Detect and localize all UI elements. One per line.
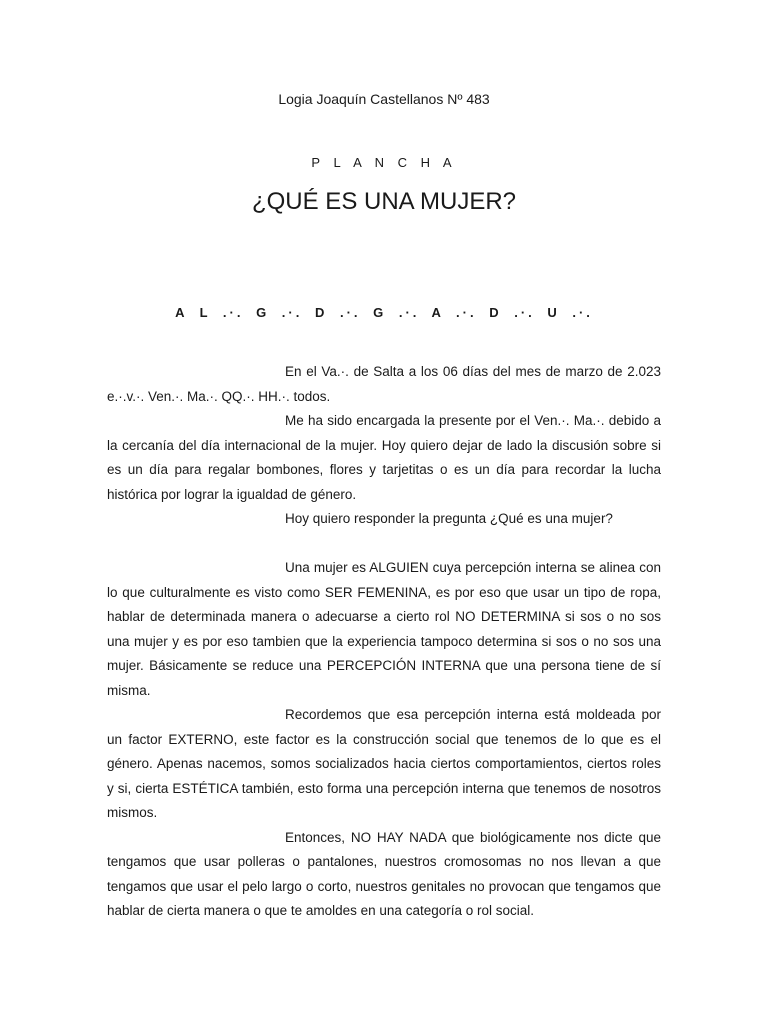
document-title: ¿QUÉ ES UNA MUJER? — [251, 188, 517, 215]
paragraph-social-construction: Recordemos que esa percepción interna está moldeada por un factor EXTERNO, este factor es la construcción social que tenemos de lo que es el género. Apenas nacemos, somos socializados hacia ciertos comportamientos, ciertos roles y si, cierta ESTÉTICA también, esto forma una percepción interna que tenemos de nosotros mismos. — [107, 707, 661, 820]
paragraph-definition: Una mujer es ALGUIEN cuya percepción interna se alinea con lo que culturalmente es visto como SER FEMENINA, es por eso que usar un tipo de ropa, hablar de determinada manera o adecuarse a cierto rol NO DETERMINA si sos o no sos una mujer y es por eso tambien que la experiencia tampoco determina si sos o no sos una mujer. Básicamente se reduce una PERCEPCIÓN INTERNA que una persona tiene de sí misma. — [107, 560, 661, 698]
masonic-invocation: A L .·. G .·. D .·. G .·. A .·. D .·. U .·. — [175, 305, 593, 320]
document-body — [107, 360, 661, 924]
document-kind: P L A N C H A — [311, 155, 457, 170]
paragraph-opening: En el Va.·. de Salta a los 06 días del mes de marzo de 2.023 e.·.v.·. Ven.·. Ma.·. QQ.·. HH.·. todos. — [107, 364, 661, 404]
paragraph-assignment: Me ha sido encargada la presente por el Ven.·. Ma.·. debido a la cercanía del día internacional de la mujer. Hoy quiero dejar de lado la discusión sobre si es un día para regalar bombones, flores y tarjetitas o es un día para recordar la lucha histórica por lograr la igualdad de género. — [107, 413, 661, 502]
paragraph-biology: Entonces, NO HAY NADA que biológicamente nos dicte que tengamos que usar polleras o pantalones, nuestros cromosomas no nos llevan a que tengamos que usar el pelo largo o corto, nuestros genitales no provocan que tengamos que hablar de cierta manera o que te amoldes en una categoría o rol social. — [107, 829, 661, 918]
paragraph-question: Hoy quiero responder la pregunta ¿Qué es una mujer? — [285, 511, 613, 526]
lodge-name: Logia Joaquín Castellanos Nº 483 — [278, 91, 490, 107]
